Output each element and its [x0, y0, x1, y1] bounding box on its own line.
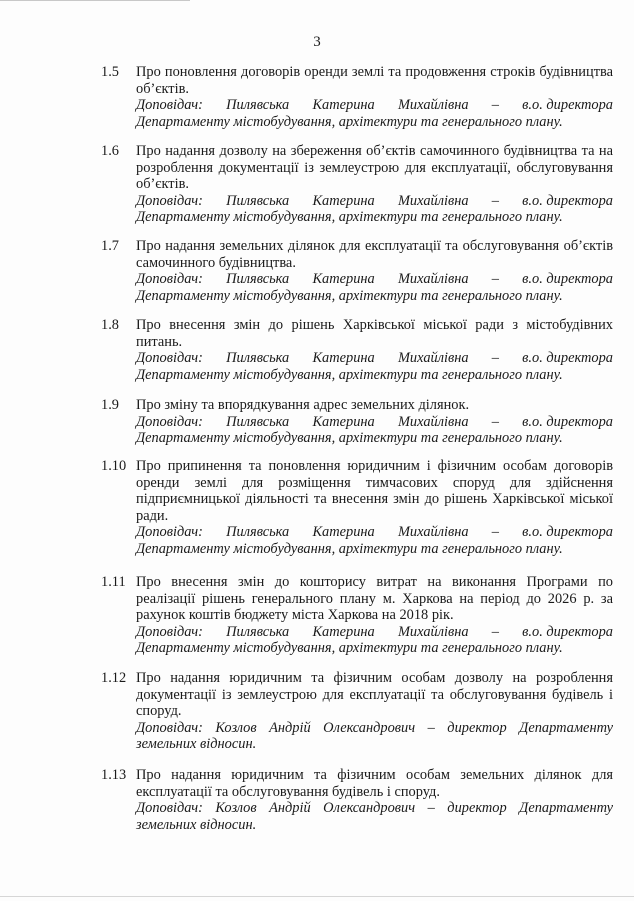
item-title: Про внесення змін до кошторису витрат на виконання Програми по реалізації рішень генерального плану м. Харкова на період до 2026 р. за рахунок коштів бюджету міста Харкова на 2018 рік. — [136, 574, 613, 623]
speaker-department: Департаменту містобудування, архітектури та генерального плану. — [136, 209, 563, 225]
speaker-word: – — [491, 192, 499, 209]
item-body — [136, 397, 613, 447]
speaker-label: Доповідач: — [136, 192, 203, 209]
item-number: 1.5 — [101, 64, 119, 80]
item-body — [136, 670, 613, 753]
agenda-item — [101, 767, 613, 833]
item-speaker — [136, 624, 613, 657]
speaker-word: Катерина — [312, 97, 375, 113]
agenda-item — [101, 143, 613, 226]
speaker-word: Катерина — [312, 623, 375, 640]
item-speaker — [136, 524, 613, 557]
scan-edge-bottom — [0, 896, 634, 897]
speaker-label: Доповідач: — [136, 413, 203, 430]
speaker-word: в.о. директора — [522, 623, 613, 640]
speaker-line — [136, 97, 613, 114]
speaker-word: Катерина — [312, 524, 375, 540]
item-title: Про внесення змін до рішень Харківської міської ради з містобудівних питань. — [136, 317, 613, 350]
speaker-word: Пилявська — [226, 623, 290, 640]
speaker-department: Департаменту містобудування, архітектури та генерального плану. — [136, 540, 563, 557]
speaker-line — [136, 193, 613, 210]
speaker-word: Катерина — [312, 271, 375, 287]
item-body — [136, 238, 613, 304]
item-number: 1.7 — [101, 238, 119, 254]
agenda-item — [101, 670, 613, 753]
speaker-word: Пилявська — [226, 413, 290, 430]
speaker-word: Катерина — [312, 413, 375, 430]
item-title: Про надання земельних ділянок для експлуатації та обслуговування об’єктів самочинного будівництва. — [136, 238, 613, 271]
speaker-word: – — [491, 350, 499, 366]
speaker-word: – — [491, 413, 499, 430]
agenda-item — [101, 574, 613, 657]
speaker-word: Катерина — [312, 192, 375, 209]
item-speaker: Доповідач: Козлов Андрій Олександрович – директор Департаменту земельних відносин. — [136, 800, 613, 833]
speaker-department: Департаменту містобудування, архітектури та генерального плану. — [136, 640, 563, 656]
speaker-line — [136, 624, 613, 641]
item-speaker — [136, 97, 613, 130]
speaker-word: – — [491, 623, 499, 640]
item-number: 1.12 — [101, 670, 127, 686]
item-speaker — [136, 350, 613, 383]
item-number: 1.8 — [101, 317, 119, 333]
speaker-word: Пилявська — [226, 192, 290, 209]
item-title: Про припинення та поновлення юридичним і фізичним особам договорів оренди землі для розміщення тимчасових споруд для здійснення підприємницької діяльності та внесення змін до рішень Харківської міської ради. — [136, 458, 613, 524]
speaker-line — [136, 350, 613, 367]
speaker-label: Доповідач: — [136, 623, 203, 640]
speaker-word: – — [491, 97, 499, 113]
speaker-label: Доповідач: — [136, 97, 203, 113]
speaker-word: в.о. директора — [522, 271, 613, 287]
item-title: Про надання дозволу на збереження об’єктів самочинного будівництва та на розроблення документації із землеустрою для експлуатації, обслуговування об’єктів. — [136, 143, 613, 192]
page-number: 3 — [313, 34, 321, 50]
speaker-word: Катерина — [312, 350, 375, 366]
item-title: Про надання юридичним та фізичним особам дозволу на розроблення документації із землеустрою для експлуатації та обслуговування будівель і споруд. — [136, 670, 613, 719]
item-speaker — [136, 193, 613, 226]
speaker-word: Пилявська — [226, 97, 290, 113]
speaker-line — [136, 414, 613, 431]
speaker-line — [136, 271, 613, 288]
speaker-word: Пилявська — [226, 524, 290, 540]
item-body — [136, 64, 613, 130]
item-body — [136, 317, 613, 383]
item-number: 1.11 — [101, 574, 126, 590]
speaker-word: Михайлівна — [397, 192, 469, 209]
item-speaker — [136, 414, 613, 447]
item-number: 1.10 — [101, 458, 127, 474]
speaker-word: в.о. директора — [522, 192, 613, 209]
speaker-line — [136, 524, 613, 541]
speaker-label: Доповідач: — [136, 524, 203, 540]
speaker-word: в.о. директора — [522, 413, 613, 430]
speaker-department: Департаменту містобудування, архітектури та генерального плану. — [136, 287, 563, 304]
speaker-word: в.о. директора — [522, 524, 613, 540]
agenda-item — [101, 397, 613, 447]
speaker-label: Доповідач: — [136, 350, 203, 366]
speaker-word: Михайлівна — [397, 350, 469, 366]
item-title: Про надання юридичним та фізичним особам земельних ділянок для експлуатації та обслуговування будівель і споруд. — [136, 767, 613, 800]
agenda-item — [101, 458, 613, 557]
item-title: Про зміну та впорядкування адрес земельних ділянок. — [136, 397, 470, 413]
item-speaker: Доповідач: Козлов Андрій Олександрович – директор Департаменту земельних відносин. — [136, 719, 613, 752]
agenda-item — [101, 238, 613, 304]
speaker-word: Пилявська — [226, 350, 290, 366]
speaker-department: Департаменту містобудування, архітектури та генерального плану. — [136, 366, 563, 383]
speaker-word: Пилявська — [226, 271, 290, 287]
agenda-item — [101, 64, 613, 130]
item-title: Про поновлення договорів оренди землі та продовження строків будівництва об’єктів. — [136, 64, 613, 97]
item-body — [136, 143, 613, 226]
scan-edge-top — [0, 0, 190, 1]
item-number: 1.9 — [101, 397, 119, 413]
item-number: 1.6 — [101, 143, 119, 159]
speaker-word: Михайлівна — [397, 524, 469, 540]
speaker-word: в.о. директора — [522, 350, 613, 366]
speaker-word: – — [491, 271, 499, 287]
item-speaker — [136, 271, 613, 304]
item-body — [136, 574, 613, 657]
item-body — [136, 767, 613, 833]
speaker-word: Михайлівна — [397, 97, 469, 113]
speaker-word: Михайлівна — [397, 413, 469, 430]
speaker-word: Михайлівна — [397, 623, 469, 640]
agenda-item — [101, 317, 613, 383]
speaker-word: Михайлівна — [397, 271, 469, 287]
item-body — [136, 458, 613, 557]
speaker-department: Департаменту містобудування, архітектури та генерального плану. — [136, 430, 563, 446]
speaker-department: Департаменту містобудування, архітектури та генерального плану. — [136, 113, 563, 130]
item-number: 1.13 — [101, 767, 127, 783]
speaker-label: Доповідач: — [136, 271, 203, 287]
speaker-word: – — [491, 524, 499, 540]
speaker-word: в.о. директора — [522, 97, 613, 113]
